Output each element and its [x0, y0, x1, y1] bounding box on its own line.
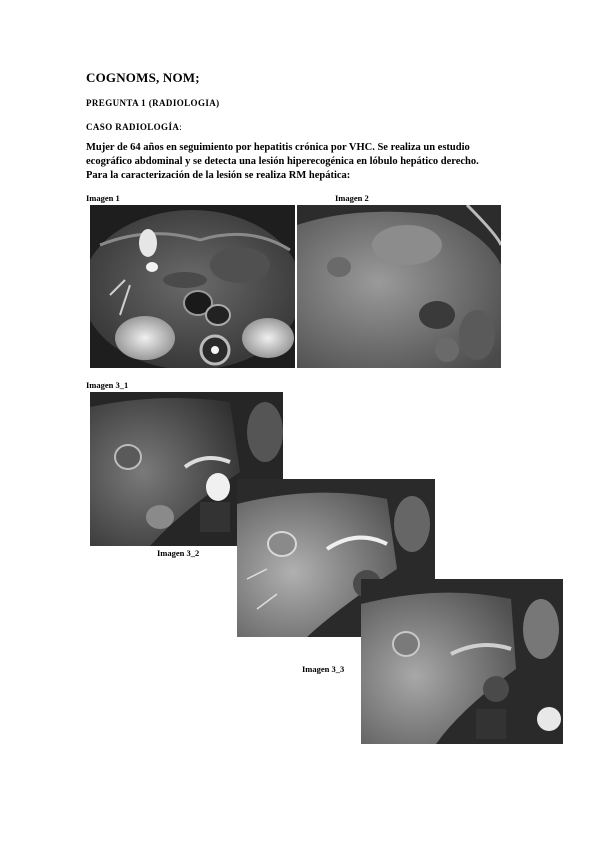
image-1-caption: Imagen 1 [86, 193, 120, 203]
image-3-3-caption: Imagen 3_3 [302, 664, 345, 674]
image-3-1-caption: Imagen 3_1 [86, 380, 129, 390]
patient-name-field: COGNOMS, NOM; [86, 70, 200, 85]
description-line-1: Mujer de 64 años en seguimiento por hepatitis crónica por VHC. Se realiza un estudio [86, 142, 470, 153]
mri-image-1 [90, 205, 295, 368]
mri-image-2-graphic [297, 205, 501, 368]
mri-image-3-3 [361, 579, 563, 744]
mri-image-2 [297, 205, 501, 368]
case-label: CASO RADIOLOGÍA [86, 122, 180, 132]
image-3-2-caption: Imagen 3_2 [157, 548, 200, 558]
description-line-2: ecográfico abdominal y se detecta una lesión hiperecogénica en lóbulo hepático derecho. [86, 156, 479, 167]
case-heading [86, 122, 182, 132]
question-title: PREGUNTA 1 (RADIOLOGIA) [86, 98, 220, 108]
mri-image-3-3-graphic [361, 579, 563, 744]
case-description [86, 141, 514, 183]
mri-image-1-graphic [90, 205, 295, 368]
case-colon: : [179, 122, 183, 132]
description-line-3: Para la caracterización de la lesión se realiza RM hepática: [86, 170, 351, 181]
image-2-caption: Imagen 2 [335, 193, 369, 203]
